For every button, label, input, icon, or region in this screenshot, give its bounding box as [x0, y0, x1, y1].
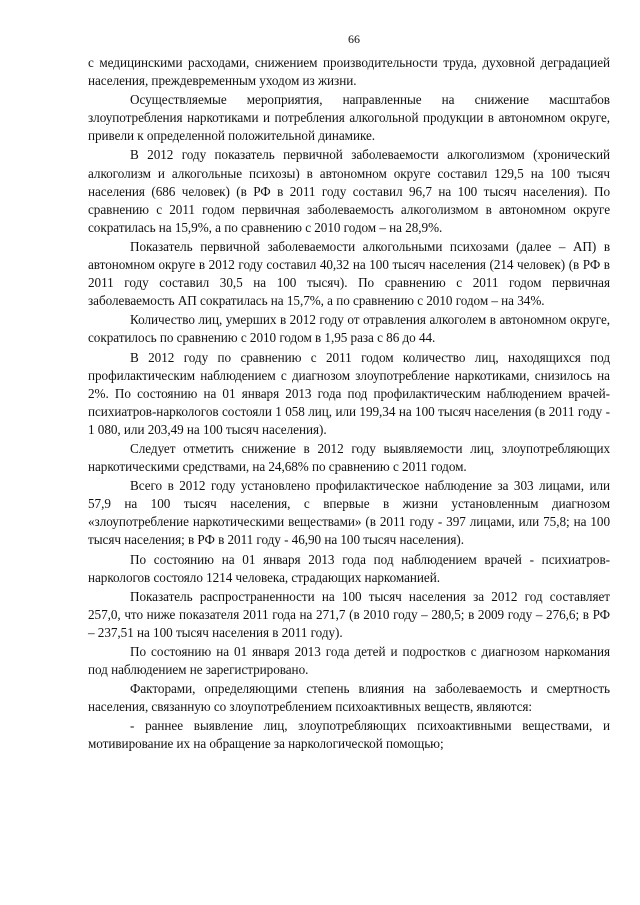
document-page [88, 18, 610, 754]
page-number: 66 [348, 32, 360, 46]
paragraph-alcoholism-incidence: В 2012 году показатель первичной заболеваемости алкоголизмом (хронический алкоголизм и алкогольные психозы) в автономном округе составил 129,5 на 100 тысяч населения (686 человек) (в РФ в 2011 году составил 96,7 на 100 тысяч населения). По сравнению с 2011 годом первичная заболеваемость алкоголизмом в автономном округе сократилась на 15,9%, а по сравнению с 2010 годом – на 28,9%. [88, 147, 610, 235]
paragraph-measures: Осуществляемые мероприятия, направленные на снижение масштабов злоупотребления наркотиками и потребления алкогольной продукции в автономном округе, привели к определенной положительной динамике. [88, 92, 610, 144]
paragraph-early-detection: - раннее выявление лиц, злоупотребляющих психоактивными веществами, и мотивирование их на обращение за наркологической помощью; [88, 718, 610, 752]
paragraph-children-teens: По состоянию на 01 января 2013 года детей и подростков с диагнозом наркомания под наблюдением не зарегистрировано. [88, 644, 610, 678]
paragraph-alcohol-poisoning-deaths: Количество лиц, умерших в 2012 году от отравления алкоголем в автономном округе, сократилось по сравнению с 2010 годом в 1,95 раза с 86 до 44. [88, 312, 610, 346]
paragraph-prevalence: Показатель распространенности на 100 тысяч населения за 2012 год составляет 257,0, что ниже показателя 2011 года на 271,7 (в 2010 году – 280,5; в 2009 году – 276,6; в РФ – 237,51 на 100 тысяч населения в 2011 году). [88, 588, 610, 640]
paragraph-new-observations: Всего в 2012 году установлено профилактическое наблюдение за 303 лицами, или 57,9 на 100 тысяч населения, с впервые в жизни установленным диагнозом «злоупотребление наркотическими веществами» (в 2011 году - 397 лицами, или 75,8; на 100 тысяч населения; в РФ в 2011 году - 46,90 на 100 тысяч населения). [88, 478, 610, 548]
paragraph-drug-abuse-observation: В 2012 году по сравнению с 2011 годом количество лиц, находящихся под профилактическим наблюдением с диагнозом злоупотребление наркотиками, снизилось на 2%. По состоянию на 01 января 2013 года под профилактическим наблюдением врачей-психиатров-наркологов состояли 1 058 лиц, или 199,34 на 100 тысяч населения (в 2011 году - 1 080, или 203,49 на 100 тысяч населения). [88, 349, 610, 437]
paragraph-detection-decrease: Следует отметить снижение в 2012 году выявляемости лиц, злоупотребляющих наркотическими средствами, на 24,68% по сравнению с 2011 годом. [88, 440, 610, 475]
paragraph-drug-addiction-patients: По состоянию на 01 января 2013 года под наблюдением врачей - психиатров-наркологов состояло 1214 человека, страдающих наркоманией. [88, 551, 610, 585]
paragraph-factors: Факторами, определяющими степень влияния на заболеваемость и смертность населения, связанную со злоупотреблением психоактивных веществ, являются: [88, 681, 610, 715]
paragraph-alcoholic-psychoses: Показатель первичной заболеваемости алкогольными психозами (далее – АП) в автономном округе в 2012 году составил 40,32 на 100 тысяч населения (214 человек) (в РФ в 2011 году составил 30,5 на 100 тысяч). По сравнению с 2011 годом первичная заболеваемость АП сократилась на 15,7%, а по сравнению с 2010 годом – на 34%. [88, 238, 610, 309]
paragraph-continuation: с медицинскими расходами, снижением производительности труда, духовной деградацией населения, преждевременным уходом из жизни. [88, 55, 610, 89]
